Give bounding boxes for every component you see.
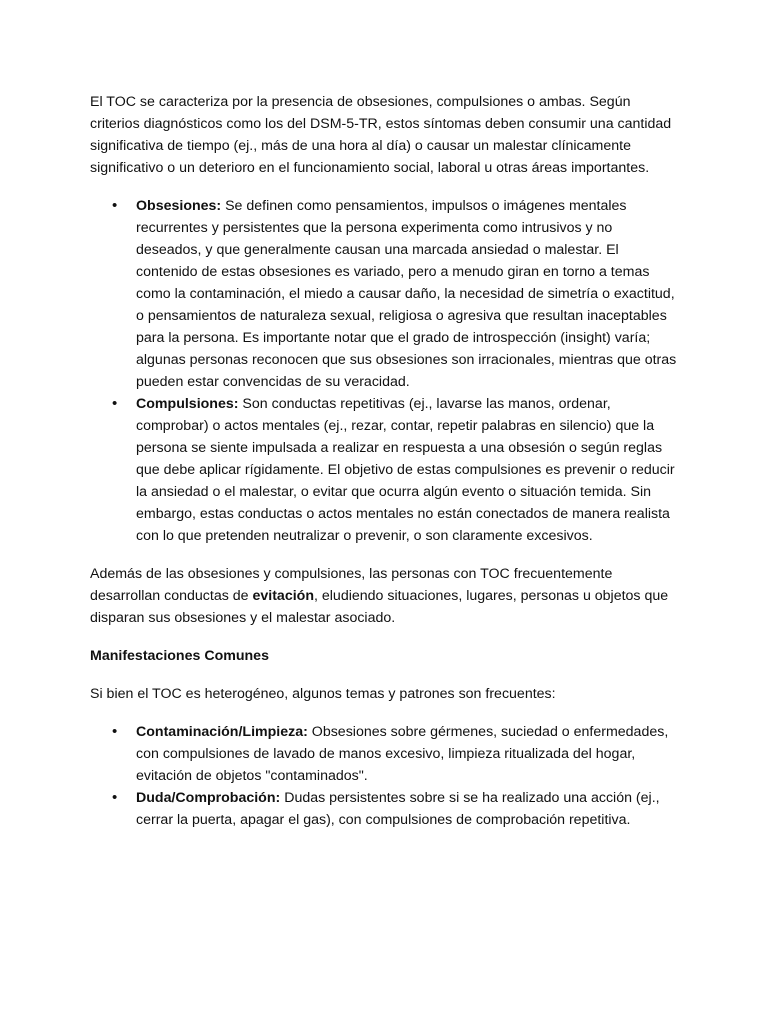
text-compulsiones: Son conductas repetitivas (ej., lavarse las manos, ordenar, comprobar) o actos mentales (ej., rezar, contar, repetir palabras en silencio) que la persona se siente impulsada a realizar en respuesta a una obsesión o según reglas que debe aplicar rígidamente. El objetivo de estas compulsiones es prevenir o reducir la ansiedad o el malestar, o evitar que ocurra algún evento o situación temida. Sin embargo, estas conductas o actos mentales no están conectados de manera realista con lo que pretenden neutralizar o prevenir, o son claramente excesivos. bbox=[136, 396, 675, 544]
avoidance-text-before: Además de las obsesiones y compulsiones, las personas con TOC frecuentemente desarrollan conductas de bbox=[90, 566, 613, 604]
avoidance-bold-term: evitación bbox=[252, 588, 314, 604]
section-intro: Si bien el TOC es heterogéneo, algunos temas y patrones son frecuentes: bbox=[90, 686, 556, 702]
intro-paragraph: El TOC se caracteriza por la presencia de obsesiones, compulsiones o ambas. Según criterios diagnósticos como los del DSM-5-TR, estos síntomas deben consumir una cantidad significativa de tiempo (ej., más de una hora al día) o causar un malestar clínicamente significativo o un deterioro en el funcionamiento social, laboral u otras áreas importantes. bbox=[90, 94, 672, 176]
text-obsesiones: Se definen como pensamientos, impulsos o imágenes mentales recurrentes y persistentes que la persona experimenta como intrusivos y no deseados, y que generalmente causan una marcada ansiedad o malestar. El contenido de estas obsesiones es variado, pero a menudo giran en torno a temas como la contaminación, el miedo a causar daño, la necesidad de simetría o exactitud, o pensamientos de naturaleza sexual, religiosa o agresiva que resultan inaceptables para la persona. Es importante notar que el grado de introspección (insight) varía; algunas personas reconocen que sus obsesiones son irracionales, mientras que otras pueden estar convencidas de su veracidad. bbox=[136, 198, 677, 390]
term-duda: Duda/Comprobación: bbox=[136, 790, 281, 806]
term-contaminacion: Contaminación/Limpieza: bbox=[136, 724, 308, 740]
list-item-compulsiones bbox=[136, 393, 680, 547]
list-item-duda bbox=[136, 787, 680, 831]
avoidance-text-after: , eludiendo situaciones, lugares, personas u objetos que disparan sus obsesiones y el malestar asociado. bbox=[90, 588, 669, 626]
document-page bbox=[90, 91, 680, 847]
section-heading: Manifestaciones Comunes bbox=[90, 648, 269, 664]
list-item-contaminacion bbox=[136, 721, 680, 787]
text-duda: Dudas persistentes sobre si se ha realizado una acción (ej., cerrar la puerta, apagar el gas), con compulsiones de comprobación repetitiva. bbox=[136, 790, 660, 828]
list-item-obsesiones bbox=[136, 195, 680, 393]
term-obsesiones: Obsesiones: bbox=[136, 198, 222, 214]
term-compulsiones: Compulsiones: bbox=[136, 396, 239, 412]
text-contaminacion: Obsesiones sobre gérmenes, suciedad o enfermedades, con compulsiones de lavado de manos excesivo, limpieza ritualizada del hogar, evitación de objetos "contaminados". bbox=[136, 724, 669, 784]
symptoms-list bbox=[90, 195, 680, 547]
avoidance-paragraph bbox=[90, 563, 680, 629]
manifestations-list bbox=[90, 721, 680, 831]
